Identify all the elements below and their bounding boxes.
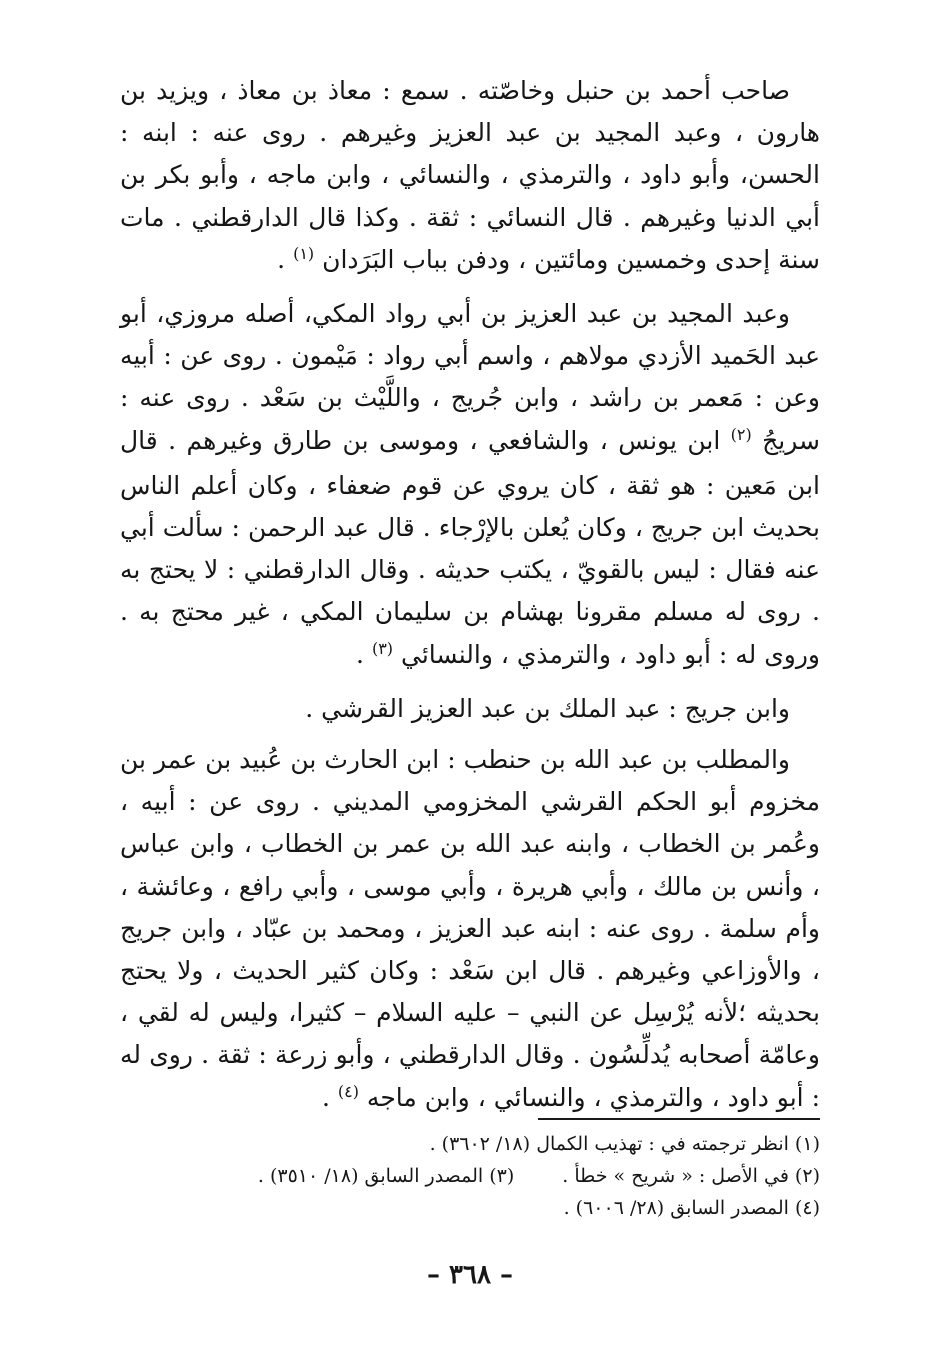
paragraph-ahmad-bin-hanbal-companion [120,70,820,284]
footnote-reference: (٣) [371,638,394,658]
footnote-reference: (١) [293,244,315,264]
footnotes [160,1128,820,1224]
main-text [120,70,820,1122]
paragraph-al-muttalib [120,739,820,1122]
paragraph-abd-al-majid [120,293,820,679]
paragraph-text: والمطلب بن عبد الله بن حنطب : ابن الحارث بن عُبيد بن عمر بن مخزوم أبو الحكم القرشي المخزومي المديني . روى عن : أبيه ، وعُمر بن الخطاب ، وابنه عبد الله بن عمر بن الخطاب ، وابن عباس ، وأنس بن مالك ، وأبي هريرة ، وأبي موسى ، وأبي رافع ، وعائشة ، وأم سلمة . روى عنه : ابنه عبد العزيز ، ومحمد بن عبّاد ، وابن جريج ، والأوزاعي وغيرهم . قال ابن سَعْد : وكان كثير الحديث ، ولا يحتج بحديثه ؛لأنه يُرْسِل عن النبي – عليه السلام – كثيرا، وليس له لقي ، وعامّة أصحابه يُدلِّسُون . وقال الدارقطني ، وأبو زرعة : ثقة . روى له : أبو داود ، والترمذي ، والنسائي ، وابن ماجه [120,745,820,1112]
footnote-separator [538,1118,820,1120]
paragraph-text: وعبد المجيد بن عبد العزيز بن أبي رواد المكي، أصله مروزي، أبو عبد الحَميد الأزدي مولاهم ، واسم أبي رواد : مَيْمون . روى عن : أبيه وعن : مَعمر بن راشد ، وابن جُريج ، واللَّيْث بن سَعْد . روى عنه : سريجُ [120,299,821,455]
footnote-3: (٣) المصدر السابق (١٨/ ٣٥١٠) . [257,1165,515,1187]
paragraph-text: وابن جريج : عبد الملك بن عبد العزيز القرشي . [305,693,790,723]
footnote-reference: (٤) [337,1081,359,1101]
paragraph-text-continued: ابن يونس ، والشافعي ، وموسى بن طارق وغيرهم . قال ابن مَعين : هو ثقة ، كان يروي عن قوم ضعفاء ، وكان أعلم الناس بحديث ابن جريج ، وكان يُعلن بالإرْجاء . قال عبد الرحمن : سألت أبي عنه فقال : ليس بالقويّ ، يكتب حديثه . وقال الدارقطني : لا يحتج به . روى له مسلم مقرونا بهشام بن سليمان المكي ، غير محتج به . وروى له : أبو داود ، والترمذي ، والنسائي [120,425,820,669]
footnote-row-2-3 [160,1160,820,1192]
footnote-2: (٢) في الأصل : « شريح » خطأ . [562,1165,820,1187]
footnote-reference: (٢) [730,424,752,444]
footnote-1: (١) انظر ترجمته في : تهذيب الكمال (١٨/ ٣٦٠٢) . [429,1133,820,1155]
paragraph-tail: . [356,639,372,669]
footnote-4: (٤) المصدر السابق (٢٨/ ٦٠٠٦) . [563,1197,820,1219]
paragraph-ibn-jurayj [120,688,820,730]
page-number: – ٣٦٨ – [426,1260,514,1290]
paragraph-tail: . [277,244,294,274]
paragraph-text: صاحب أحمد بن حنبل وخاصّته . سمع : معاذ بن معاذ ، ويزيد بن هارون ، وعبد المجيد بن عبد العزيز وغيرهم . روى عنه : ابنه : الحسن، وأبو داود ، والترمذي ، والنسائي ، وابن ماجه ، وأبو بكر بن أبي الدنيا وغيرهم . قال النسائي : ثقة . وكذا قال الدارقطني . مات سنة إحدى وخمسين ومائتين ، ودفن بباب البَرَدان [120,76,820,274]
paragraph-tail: . [321,1082,338,1112]
